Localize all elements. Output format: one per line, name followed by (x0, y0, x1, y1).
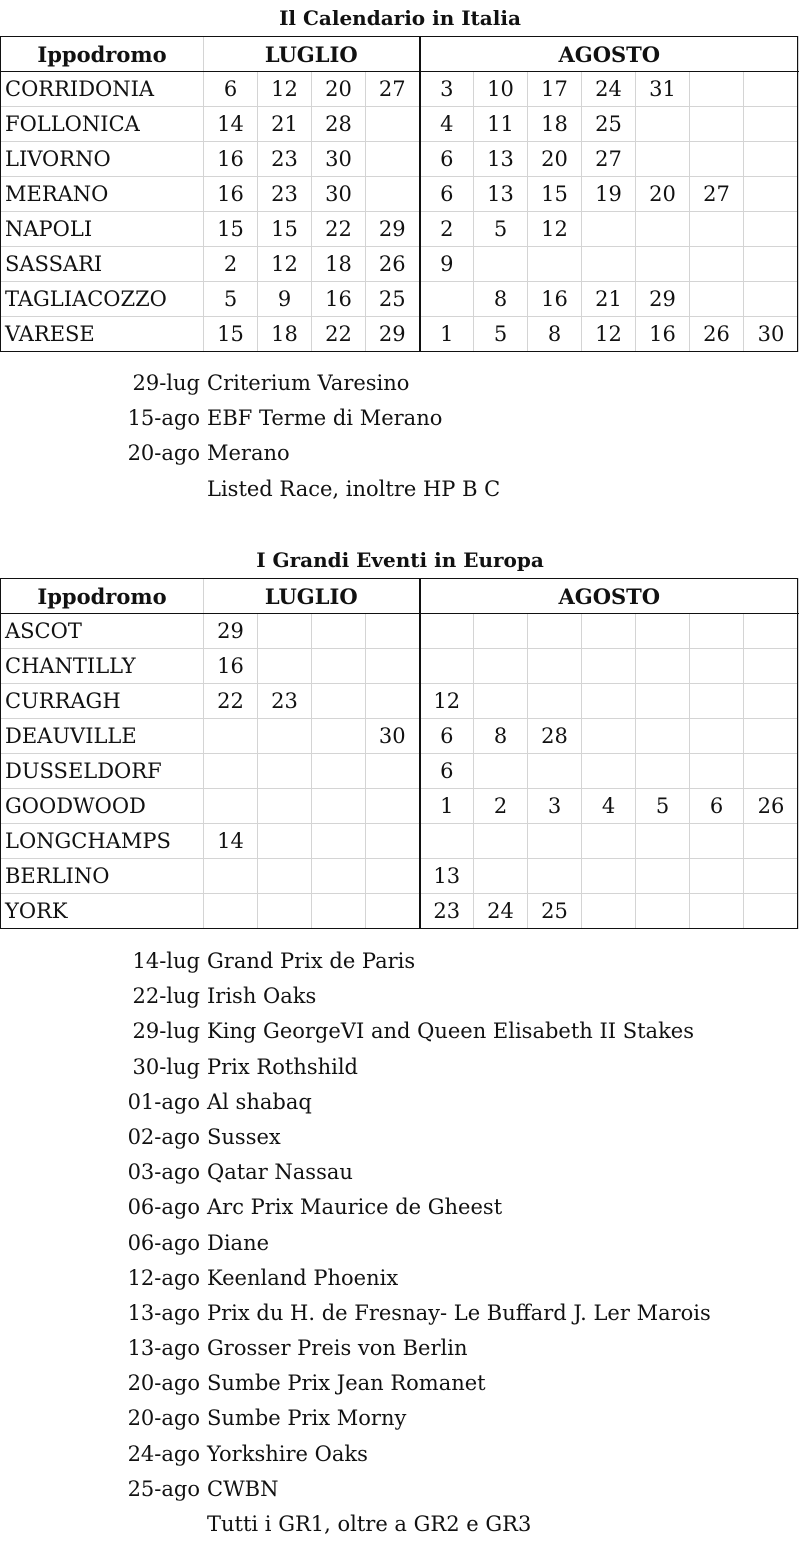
luglio-date-cell: 12 (258, 247, 312, 282)
luglio-date-cell: 18 (258, 317, 312, 352)
agosto-date-cell (636, 719, 690, 754)
luglio-date-cell: 29 (366, 212, 420, 247)
agosto-date-cell: 9 (420, 247, 474, 282)
agosto-date-cell (744, 894, 799, 929)
luglio-date-cell: 20 (312, 72, 366, 107)
luglio-date-cell (312, 649, 366, 684)
event-date: 25-ago (127, 1476, 200, 1501)
agosto-date-cell: 20 (636, 177, 690, 212)
luglio-date-cell (204, 754, 258, 789)
agosto-date-cell (690, 824, 744, 859)
event-date: 24-ago (127, 1441, 200, 1466)
event-name: Sumbe Prix Morny (207, 1406, 407, 1431)
event-name: EBF Terme di Merano (207, 406, 443, 431)
agosto-date-cell: 30 (744, 317, 799, 352)
luglio-date-cell: 30 (312, 177, 366, 212)
agosto-date-cell (690, 72, 744, 107)
agosto-date-cell (420, 824, 474, 859)
agosto-date-cell: 10 (474, 72, 528, 107)
luglio-date-cell: 23 (258, 177, 312, 212)
racecourse-name: LIVORNO (1, 142, 204, 177)
agosto-date-cell: 6 (420, 177, 474, 212)
luglio-date-cell (204, 789, 258, 824)
racecourse-name: DUSSELDORF (1, 754, 204, 789)
event-note (0, 1226, 800, 1261)
agosto-date-cell (582, 859, 636, 894)
event-name: CWBN (207, 1476, 279, 1501)
agosto-date-cell (744, 72, 799, 107)
agosto-date-cell (636, 754, 690, 789)
agosto-date-cell: 17 (528, 72, 582, 107)
luglio-date-cell (312, 824, 366, 859)
agosto-date-cell (690, 684, 744, 719)
event-name: Sussex (207, 1124, 281, 1149)
luglio-date-cell: 14 (204, 824, 258, 859)
luglio-date-cell (258, 824, 312, 859)
luglio-date-cell: 22 (312, 317, 366, 352)
racecourse-name: BERLINO (1, 859, 204, 894)
event-note (0, 1155, 800, 1190)
agosto-date-cell: 13 (474, 142, 528, 177)
event-date: 20-ago (127, 1406, 200, 1431)
racecourse-name: NAPOLI (1, 212, 204, 247)
agosto-date-cell: 27 (690, 177, 744, 212)
event-name: Diane (207, 1230, 270, 1255)
racecourse-name: CURRAGH (1, 684, 204, 719)
agosto-date-cell: 12 (528, 212, 582, 247)
agosto-date-cell (636, 247, 690, 282)
header-ippodromo: Ippodromo (1, 37, 204, 72)
agosto-date-cell (744, 614, 799, 649)
event-name: Listed Race, inoltre HP B C (207, 476, 501, 501)
event-date: 30-lug (132, 1054, 200, 1079)
agosto-date-cell: 26 (690, 317, 744, 352)
luglio-date-cell: 16 (204, 649, 258, 684)
luglio-date-cell (366, 894, 420, 929)
event-name: Prix du H. de Fresnay- Le Buffard J. Ler Marois (207, 1300, 711, 1325)
agosto-date-cell: 6 (420, 754, 474, 789)
table-row (1, 649, 799, 684)
agosto-date-cell: 5 (636, 789, 690, 824)
event-name: Irish Oaks (207, 984, 317, 1009)
luglio-date-cell (366, 824, 420, 859)
agosto-date-cell (582, 824, 636, 859)
europa-header-row (1, 579, 799, 614)
agosto-date-cell (528, 754, 582, 789)
agosto-date-cell: 24 (582, 72, 636, 107)
racecourse-name: DEAUVILLE (1, 719, 204, 754)
agosto-date-cell (690, 754, 744, 789)
event-date: 03-ago (127, 1160, 200, 1185)
table-row (1, 719, 799, 754)
agosto-date-cell: 15 (528, 177, 582, 212)
event-note (0, 1437, 800, 1472)
table-row (1, 247, 799, 282)
luglio-date-cell: 15 (204, 317, 258, 352)
event-date: 02-ago (127, 1124, 200, 1149)
agosto-date-cell: 3 (528, 789, 582, 824)
luglio-date-cell: 14 (204, 107, 258, 142)
agosto-date-cell (744, 719, 799, 754)
event-name: Merano (207, 441, 290, 466)
event-note (0, 472, 800, 507)
agosto-date-cell (474, 824, 528, 859)
event-note (0, 1331, 800, 1366)
luglio-date-cell (258, 719, 312, 754)
agosto-date-cell: 21 (582, 282, 636, 317)
table-row (1, 72, 799, 107)
agosto-date-cell (690, 142, 744, 177)
event-date: 13-ago (127, 1336, 200, 1361)
event-name: Yorkshire Oaks (207, 1441, 368, 1466)
event-name: Al shabaq (207, 1089, 312, 1114)
agosto-date-cell: 25 (582, 107, 636, 142)
agosto-date-cell: 28 (528, 719, 582, 754)
agosto-date-cell: 23 (420, 894, 474, 929)
table-row (1, 684, 799, 719)
luglio-date-cell (366, 107, 420, 142)
event-date: 06-ago (127, 1195, 200, 1220)
luglio-date-cell (312, 894, 366, 929)
event-note (0, 979, 800, 1014)
event-note (0, 1261, 800, 1296)
racecourse-name: VARESE (1, 317, 204, 352)
event-date: 12-ago (127, 1265, 200, 1290)
agosto-date-cell (420, 649, 474, 684)
event-note (0, 1190, 800, 1225)
agosto-date-cell: 16 (636, 317, 690, 352)
racecourse-name: TAGLIACOZZO (1, 282, 204, 317)
agosto-date-cell (690, 282, 744, 317)
agosto-date-cell: 8 (528, 317, 582, 352)
event-name: Arc Prix Maurice de Gheest (207, 1195, 503, 1220)
agosto-date-cell: 5 (474, 212, 528, 247)
agosto-date-cell (690, 894, 744, 929)
luglio-date-cell (312, 789, 366, 824)
agosto-date-cell (582, 614, 636, 649)
luglio-date-cell (366, 142, 420, 177)
table-row (1, 894, 799, 929)
agosto-date-cell: 27 (582, 142, 636, 177)
table-row (1, 142, 799, 177)
agosto-date-cell (636, 212, 690, 247)
luglio-date-cell (258, 859, 312, 894)
table-row (1, 614, 799, 649)
event-note (0, 1296, 800, 1331)
agosto-date-cell (690, 247, 744, 282)
event-note (0, 944, 800, 979)
agosto-date-cell (744, 754, 799, 789)
agosto-date-cell (636, 614, 690, 649)
luglio-date-cell (366, 177, 420, 212)
racecourse-name: YORK (1, 894, 204, 929)
luglio-date-cell: 12 (258, 72, 312, 107)
agosto-date-cell (690, 859, 744, 894)
agosto-date-cell (744, 177, 799, 212)
luglio-date-cell: 26 (366, 247, 420, 282)
agosto-date-cell (474, 859, 528, 894)
agosto-date-cell (420, 614, 474, 649)
racecourse-name: GOODWOOD (1, 789, 204, 824)
table-row (1, 754, 799, 789)
table-row (1, 282, 799, 317)
event-date: 20-ago (127, 441, 200, 466)
luglio-date-cell: 23 (258, 684, 312, 719)
agosto-date-cell: 12 (582, 317, 636, 352)
agosto-date-cell (474, 754, 528, 789)
table-row (1, 789, 799, 824)
agosto-date-cell: 2 (420, 212, 474, 247)
agosto-date-cell: 8 (474, 719, 528, 754)
table-row (1, 177, 799, 212)
europa-calendar-table (0, 578, 799, 929)
luglio-date-cell: 16 (312, 282, 366, 317)
agosto-date-cell (474, 684, 528, 719)
agosto-date-cell (690, 719, 744, 754)
luglio-date-cell (312, 719, 366, 754)
agosto-date-cell: 16 (528, 282, 582, 317)
luglio-date-cell: 5 (204, 282, 258, 317)
agosto-date-cell: 13 (474, 177, 528, 212)
table-row (1, 859, 799, 894)
agosto-date-cell: 2 (474, 789, 528, 824)
agosto-date-cell: 6 (690, 789, 744, 824)
agosto-date-cell (582, 754, 636, 789)
luglio-date-cell: 25 (366, 282, 420, 317)
agosto-date-cell: 6 (420, 719, 474, 754)
event-note (0, 1014, 800, 1049)
agosto-date-cell (744, 142, 799, 177)
header-agosto: AGOSTO (420, 37, 799, 72)
agosto-date-cell: 4 (420, 107, 474, 142)
event-date: 01-ago (127, 1089, 200, 1114)
event-date: 22-lug (132, 984, 200, 1009)
luglio-date-cell: 9 (258, 282, 312, 317)
europa-title: I Grandi Eventi in Europa (256, 548, 544, 572)
luglio-date-cell (366, 789, 420, 824)
table-row (1, 212, 799, 247)
luglio-date-cell: 27 (366, 72, 420, 107)
luglio-date-cell (258, 894, 312, 929)
agosto-date-cell: 4 (582, 789, 636, 824)
header-agosto: AGOSTO (420, 579, 799, 614)
event-note (0, 436, 800, 471)
agosto-date-cell (582, 719, 636, 754)
agosto-date-cell (582, 894, 636, 929)
luglio-date-cell (258, 649, 312, 684)
table-row (1, 317, 799, 352)
event-date: 15-ago (127, 406, 200, 431)
event-date: 13-ago (127, 1300, 200, 1325)
table-row (1, 824, 799, 859)
agosto-date-cell (474, 247, 528, 282)
agosto-date-cell (636, 107, 690, 142)
agosto-date-cell (690, 107, 744, 142)
event-note (0, 1050, 800, 1085)
table-row (1, 107, 799, 142)
event-note (0, 1401, 800, 1436)
luglio-date-cell: 16 (204, 177, 258, 212)
event-name: Grand Prix de Paris (207, 949, 416, 973)
agosto-date-cell (528, 649, 582, 684)
agosto-date-cell (582, 684, 636, 719)
event-date: 06-ago (127, 1230, 200, 1255)
agosto-date-cell (744, 649, 799, 684)
luglio-date-cell: 30 (366, 719, 420, 754)
luglio-date-cell: 30 (312, 142, 366, 177)
agosto-date-cell (528, 614, 582, 649)
agosto-date-cell (582, 247, 636, 282)
italia-title: Il Calendario in Italia (279, 6, 521, 30)
luglio-date-cell: 16 (204, 142, 258, 177)
racecourse-name: SASSARI (1, 247, 204, 282)
agosto-date-cell (528, 684, 582, 719)
agosto-date-cell: 20 (528, 142, 582, 177)
luglio-date-cell: 22 (312, 212, 366, 247)
luglio-date-cell (204, 719, 258, 754)
agosto-date-cell (636, 859, 690, 894)
agosto-date-cell (744, 824, 799, 859)
luglio-date-cell (258, 789, 312, 824)
luglio-date-cell (312, 684, 366, 719)
agosto-date-cell (690, 212, 744, 247)
luglio-date-cell (312, 614, 366, 649)
agosto-date-cell (636, 894, 690, 929)
agosto-date-cell (528, 824, 582, 859)
italia-notes (0, 366, 800, 507)
agosto-date-cell: 12 (420, 684, 474, 719)
racecourse-name: FOLLONICA (1, 107, 204, 142)
event-name: Sumbe Prix Jean Romanet (207, 1371, 486, 1396)
agosto-date-cell (582, 649, 636, 684)
luglio-date-cell (366, 684, 420, 719)
event-note (0, 1507, 800, 1542)
agosto-date-cell: 11 (474, 107, 528, 142)
luglio-date-cell: 29 (366, 317, 420, 352)
agosto-date-cell: 24 (474, 894, 528, 929)
luglio-date-cell (366, 614, 420, 649)
agosto-date-cell: 1 (420, 789, 474, 824)
agosto-date-cell (636, 824, 690, 859)
event-name: King GeorgeVI and Queen Elisabeth II Stakes (207, 1019, 695, 1044)
header-luglio: LUGLIO (204, 579, 420, 614)
agosto-date-cell (636, 142, 690, 177)
luglio-date-cell: 23 (258, 142, 312, 177)
header-ippodromo: Ippodromo (1, 579, 204, 614)
agosto-date-cell (690, 614, 744, 649)
agosto-date-cell: 13 (420, 859, 474, 894)
agosto-date-cell: 29 (636, 282, 690, 317)
agosto-date-cell: 3 (420, 72, 474, 107)
event-note (0, 366, 800, 401)
agosto-date-cell: 8 (474, 282, 528, 317)
luglio-date-cell: 29 (204, 614, 258, 649)
luglio-date-cell (204, 894, 258, 929)
agosto-date-cell: 31 (636, 72, 690, 107)
luglio-date-cell: 18 (312, 247, 366, 282)
agosto-date-cell: 18 (528, 107, 582, 142)
event-name: Criterium Varesino (207, 371, 410, 395)
racecourse-name: CORRIDONIA (1, 72, 204, 107)
agosto-date-cell (636, 649, 690, 684)
luglio-date-cell (366, 754, 420, 789)
event-date: 29-lug (132, 1019, 200, 1044)
agosto-date-cell (744, 212, 799, 247)
event-name: Tutti i GR1, oltre a GR2 e GR3 (207, 1512, 532, 1536)
racecourse-name: LONGCHAMPS (1, 824, 204, 859)
luglio-date-cell (258, 614, 312, 649)
agosto-date-cell (744, 107, 799, 142)
agosto-date-cell: 5 (474, 317, 528, 352)
agosto-date-cell (636, 684, 690, 719)
agosto-date-cell: 1 (420, 317, 474, 352)
agosto-date-cell (528, 859, 582, 894)
luglio-date-cell: 6 (204, 72, 258, 107)
agosto-date-cell (744, 684, 799, 719)
racecourse-name: MERANO (1, 177, 204, 212)
italia-calendar-table (0, 36, 799, 352)
agosto-date-cell (474, 614, 528, 649)
event-name: Qatar Nassau (207, 1160, 353, 1185)
agosto-date-cell: 26 (744, 789, 799, 824)
agosto-date-cell (690, 649, 744, 684)
racecourse-name: ASCOT (1, 614, 204, 649)
luglio-date-cell: 28 (312, 107, 366, 142)
event-note (0, 1366, 800, 1401)
event-date: 14-lug (132, 949, 200, 973)
event-note (0, 1120, 800, 1155)
event-name: Keenland Phoenix (207, 1265, 399, 1290)
agosto-date-cell (528, 247, 582, 282)
agosto-date-cell (474, 649, 528, 684)
agosto-date-cell: 6 (420, 142, 474, 177)
luglio-date-cell (366, 649, 420, 684)
agosto-date-cell: 19 (582, 177, 636, 212)
luglio-date-cell: 15 (204, 212, 258, 247)
event-note (0, 1472, 800, 1507)
racecourse-name: CHANTILLY (1, 649, 204, 684)
luglio-date-cell (258, 754, 312, 789)
event-name: Prix Rothshild (207, 1054, 358, 1079)
luglio-date-cell (204, 859, 258, 894)
luglio-date-cell: 21 (258, 107, 312, 142)
event-name: Grosser Preis von Berlin (207, 1336, 468, 1361)
luglio-date-cell (366, 859, 420, 894)
agosto-date-cell (744, 247, 799, 282)
event-date: 20-ago (127, 1371, 200, 1396)
luglio-date-cell: 22 (204, 684, 258, 719)
agosto-date-cell (744, 859, 799, 894)
italia-header-row (1, 37, 799, 72)
event-note (0, 1085, 800, 1120)
luglio-date-cell: 2 (204, 247, 258, 282)
agosto-date-cell (744, 282, 799, 317)
agosto-date-cell (582, 212, 636, 247)
event-note (0, 401, 800, 436)
luglio-date-cell (312, 754, 366, 789)
header-luglio: LUGLIO (204, 37, 420, 72)
luglio-date-cell (312, 859, 366, 894)
luglio-date-cell: 15 (258, 212, 312, 247)
europa-notes (0, 944, 800, 1542)
agosto-date-cell (420, 282, 474, 317)
event-date: 29-lug (132, 371, 200, 395)
agosto-date-cell: 25 (528, 894, 582, 929)
